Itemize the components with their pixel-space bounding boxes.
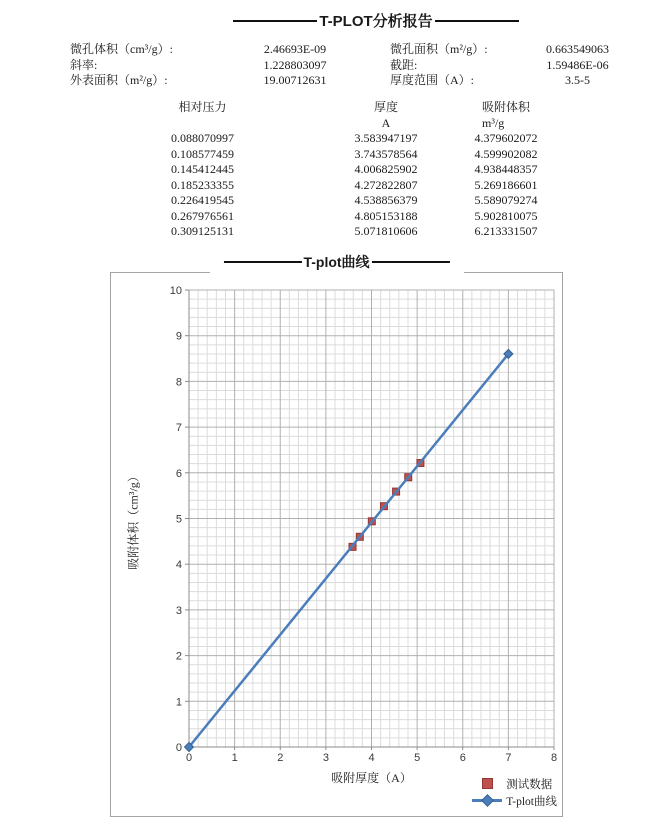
stats-block (70, 42, 609, 89)
x-axis-label: 吸附厚度（A） (331, 771, 412, 785)
external-area-label: 外表面积（m²/g）: (70, 73, 168, 87)
svg-text:3: 3 (175, 604, 182, 617)
intercept-value: 1.59486E-06 (546, 57, 609, 72)
chart-title-rule-right (372, 261, 450, 263)
table-cell: 5.902810075 (474, 208, 538, 223)
table-cell: 6.213331507 (474, 224, 538, 238)
table-cell: 5.269186601 (474, 177, 538, 192)
tplot-chart (110, 254, 563, 817)
table-cell: 4.379602072 (474, 131, 538, 145)
table-cell: 0.145412445 (171, 162, 234, 176)
svg-text:8: 8 (550, 752, 558, 764)
thickness-range-value: 3.5-5 (565, 73, 590, 87)
table-cell: 0.309125131 (171, 224, 234, 238)
red-square-marker-icon (472, 778, 502, 789)
svg-text:4: 4 (175, 559, 182, 572)
svg-text:1: 1 (175, 696, 182, 709)
slope-value: 1.228803097 (263, 57, 327, 72)
column-header: 厚度 (373, 100, 398, 114)
svg-text:5: 5 (414, 752, 421, 764)
column-header: 相对压力 (178, 100, 227, 114)
legend-item-test-data (472, 776, 552, 791)
table-cell: 0.267976561 (171, 208, 234, 223)
svg-text:3: 3 (322, 752, 329, 764)
title-rule-left (233, 20, 317, 22)
svg-text:6: 6 (175, 467, 182, 480)
report-title (220, 10, 532, 31)
stats-row (70, 42, 609, 58)
thickness-range-label: 厚度范围（A）: (390, 73, 475, 87)
micropore-volume-value: 2.46693E-09 (263, 42, 327, 56)
table-cell: 5.071810606 (354, 224, 418, 238)
svg-text:0: 0 (175, 742, 182, 754)
y-axis-label: 吸附体积（cm³/g） (126, 470, 141, 570)
table-cell: 0.088070997 (171, 131, 234, 145)
column-unit: m³/g (482, 115, 505, 130)
blue-line-diamond-marker-icon (472, 796, 502, 805)
svg-text:9: 9 (175, 330, 182, 343)
micropore-area-value: 0.663549063 (546, 42, 609, 56)
title-rule-right (435, 20, 519, 22)
table-column-relative-pressure (130, 100, 275, 240)
svg-text:2: 2 (175, 650, 182, 663)
table-cell: 5.589079274 (474, 193, 538, 207)
table-cell: 4.805153188 (354, 208, 418, 223)
svg-text:1: 1 (231, 752, 238, 764)
legend-item-tplot-line (472, 793, 557, 808)
chart-canvas (111, 273, 562, 816)
column-header: 吸附体积 (481, 100, 530, 114)
intercept-label: 截距: (390, 57, 418, 72)
table-cell: 4.938448357 (474, 162, 538, 176)
table-column-adsorbed-volume (440, 100, 572, 240)
svg-text:7: 7 (175, 422, 182, 435)
table-cell: 4.006825902 (354, 162, 418, 176)
column-unit: A (381, 115, 391, 130)
table-cell: 0.108577459 (171, 146, 234, 161)
svg-text:8: 8 (175, 376, 182, 389)
svg-text:10: 10 (169, 285, 182, 297)
legend-label: T-plot曲线 (506, 795, 557, 808)
micropore-area-label: 微孔面积（m²/g）: (390, 42, 488, 56)
svg-text:2: 2 (277, 752, 284, 764)
table-cell: 0.226419545 (171, 193, 234, 207)
micropore-volume-label: 微孔体积（cm³/g）: (70, 42, 173, 56)
table-cell: 3.743578564 (354, 146, 418, 161)
stats-row (70, 57, 609, 74)
svg-text:6: 6 (459, 752, 466, 764)
svg-text:4: 4 (368, 752, 375, 764)
stats-row (70, 73, 605, 89)
legend-label: 测试数据 (506, 778, 553, 791)
table-cell: 4.599902082 (474, 146, 538, 161)
table-cell: 4.272822807 (354, 177, 418, 192)
table-cell: 4.538856379 (354, 193, 418, 207)
chart-legend (472, 776, 557, 808)
external-area-value: 19.00712631 (263, 73, 327, 87)
slope-label: 斜率: (70, 57, 98, 72)
chart-title-text: T-plot曲线 (303, 254, 370, 270)
table-cell: 0.185233355 (171, 177, 234, 192)
svg-text:7: 7 (505, 752, 512, 764)
report-title-text: T-PLOT分析报告 (319, 13, 433, 30)
table-cell: 3.583947197 (354, 131, 418, 145)
svg-text:0: 0 (185, 752, 193, 764)
svg-text:5: 5 (175, 513, 182, 526)
chart-title-rule-left (223, 261, 301, 263)
